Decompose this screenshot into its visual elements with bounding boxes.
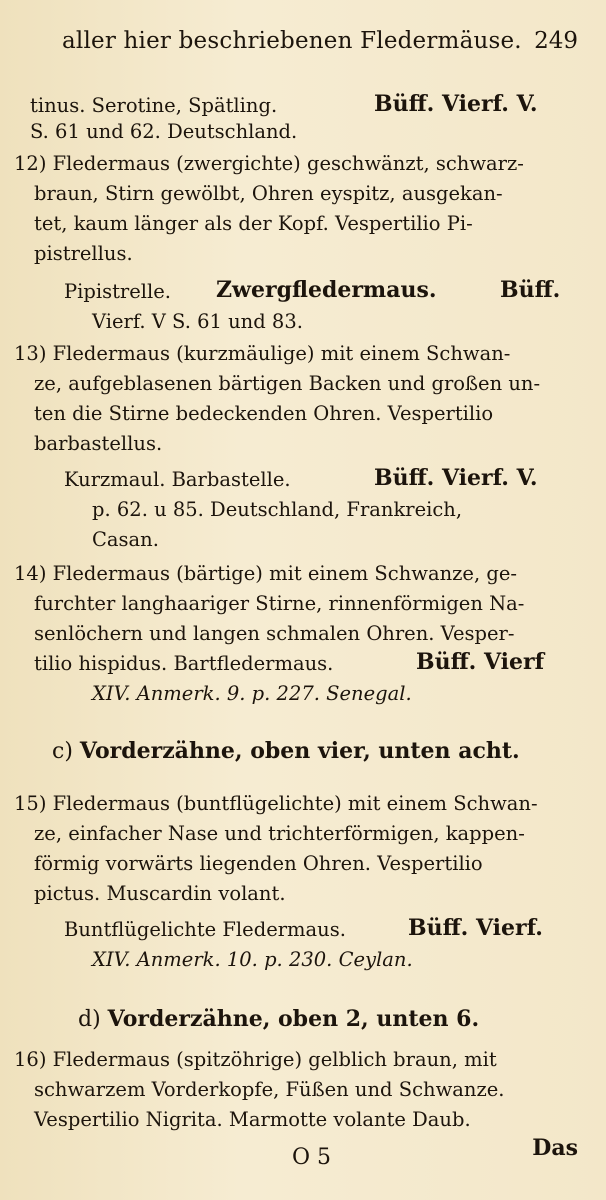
bold-reference: Büff. Vierf. [408, 915, 543, 941]
text-line: Vierf. V S. 61 und 83. [92, 310, 303, 333]
text-line: Vespertilio Nigrita. Marmotte volante Daub. [34, 1108, 471, 1131]
text-line: p. 62. u 85. Deutschland, Frankreich, [92, 498, 463, 521]
text-line: förmig vorwärts liegenden Ohren. Vespertilio [34, 852, 483, 875]
page-footer [0, 1135, 606, 1175]
text-line: ze, aufgeblasenen bärtigen Backen und großen un- [34, 372, 541, 395]
bold-reference: Büff. [500, 277, 561, 303]
bold-reference: Büff. Vierf. V. [374, 91, 538, 117]
section-heading-d: d) Vorderzähne, oben 2, unten 6. [78, 1006, 480, 1032]
text-line: braun, Stirn gewölbt, Ohren eyspitz, ausgekan- [34, 182, 503, 205]
text-line: barbastellus. [34, 432, 163, 455]
text-line: ze, einfacher Nase und trichterförmigen, kappen- [34, 822, 525, 845]
running-header [62, 28, 578, 64]
catchword: Das [532, 1135, 578, 1161]
bold-reference: Zwergfledermaus. [216, 277, 437, 303]
entry-16: 16) Fledermaus (spitzöhrige) gelblich braun, mit [14, 1048, 497, 1071]
running-title: aller hier beschriebenen Fledermäuse. [62, 28, 522, 54]
entry-12: 12) Fledermaus (zwergichte) geschwänzt, schwarz- [14, 152, 524, 175]
text-line: schwarzem Vorderkopfe, Füßen und Schwanze. [34, 1078, 505, 1101]
text-line: pictus. Muscardin volant. [34, 882, 286, 905]
text-line: pistrellus. [34, 242, 133, 265]
page-number: 249 [534, 28, 578, 54]
entry-14: 14) Fledermaus (bärtige) mit einem Schwanze, ge- [14, 562, 517, 585]
text-line: XIV. Anmerk. 10. p. 230. Ceylan. [92, 948, 413, 971]
text-line: tinus. Serotine, Spätling. [30, 94, 278, 117]
text-line: senlöchern und langen schmalen Ohren. Vesper- [34, 622, 515, 645]
bold-reference: Büff. Vierf [416, 649, 545, 675]
text-line: S. 61 und 62. Deutschland. [30, 120, 298, 143]
signature-mark: O 5 [292, 1145, 332, 1170]
text-line: tet, kaum länger als der Kopf. Vespertilio Pi- [34, 212, 473, 235]
text-line: ten die Stirne bedeckenden Ohren. Vespertilio [34, 402, 494, 425]
text-line: XIV. Anmerk. 9. p. 227. Senegal. [92, 682, 412, 705]
text-line: Casan. [92, 528, 159, 551]
bold-reference: Büff. Vierf. V. [374, 465, 538, 491]
entry-13: 13) Fledermaus (kurzmäulige) mit einem Schwan- [14, 342, 511, 365]
entry-15: 15) Fledermaus (buntflügelichte) mit einem Schwan- [14, 792, 538, 815]
section-heading-c: c) Vorderzähne, oben vier, unten acht. [52, 738, 520, 764]
text-line: Pipistrelle. [64, 280, 171, 303]
text-line: tilio hispidus. Bartfledermaus. [34, 652, 334, 675]
text-line: Kurzmaul. Barbastelle. [64, 468, 291, 491]
text-line: furchter langhaariger Stirne, rinnenförmigen Na- [34, 592, 525, 615]
text-line: Buntflügelichte Fledermaus. [64, 918, 346, 941]
